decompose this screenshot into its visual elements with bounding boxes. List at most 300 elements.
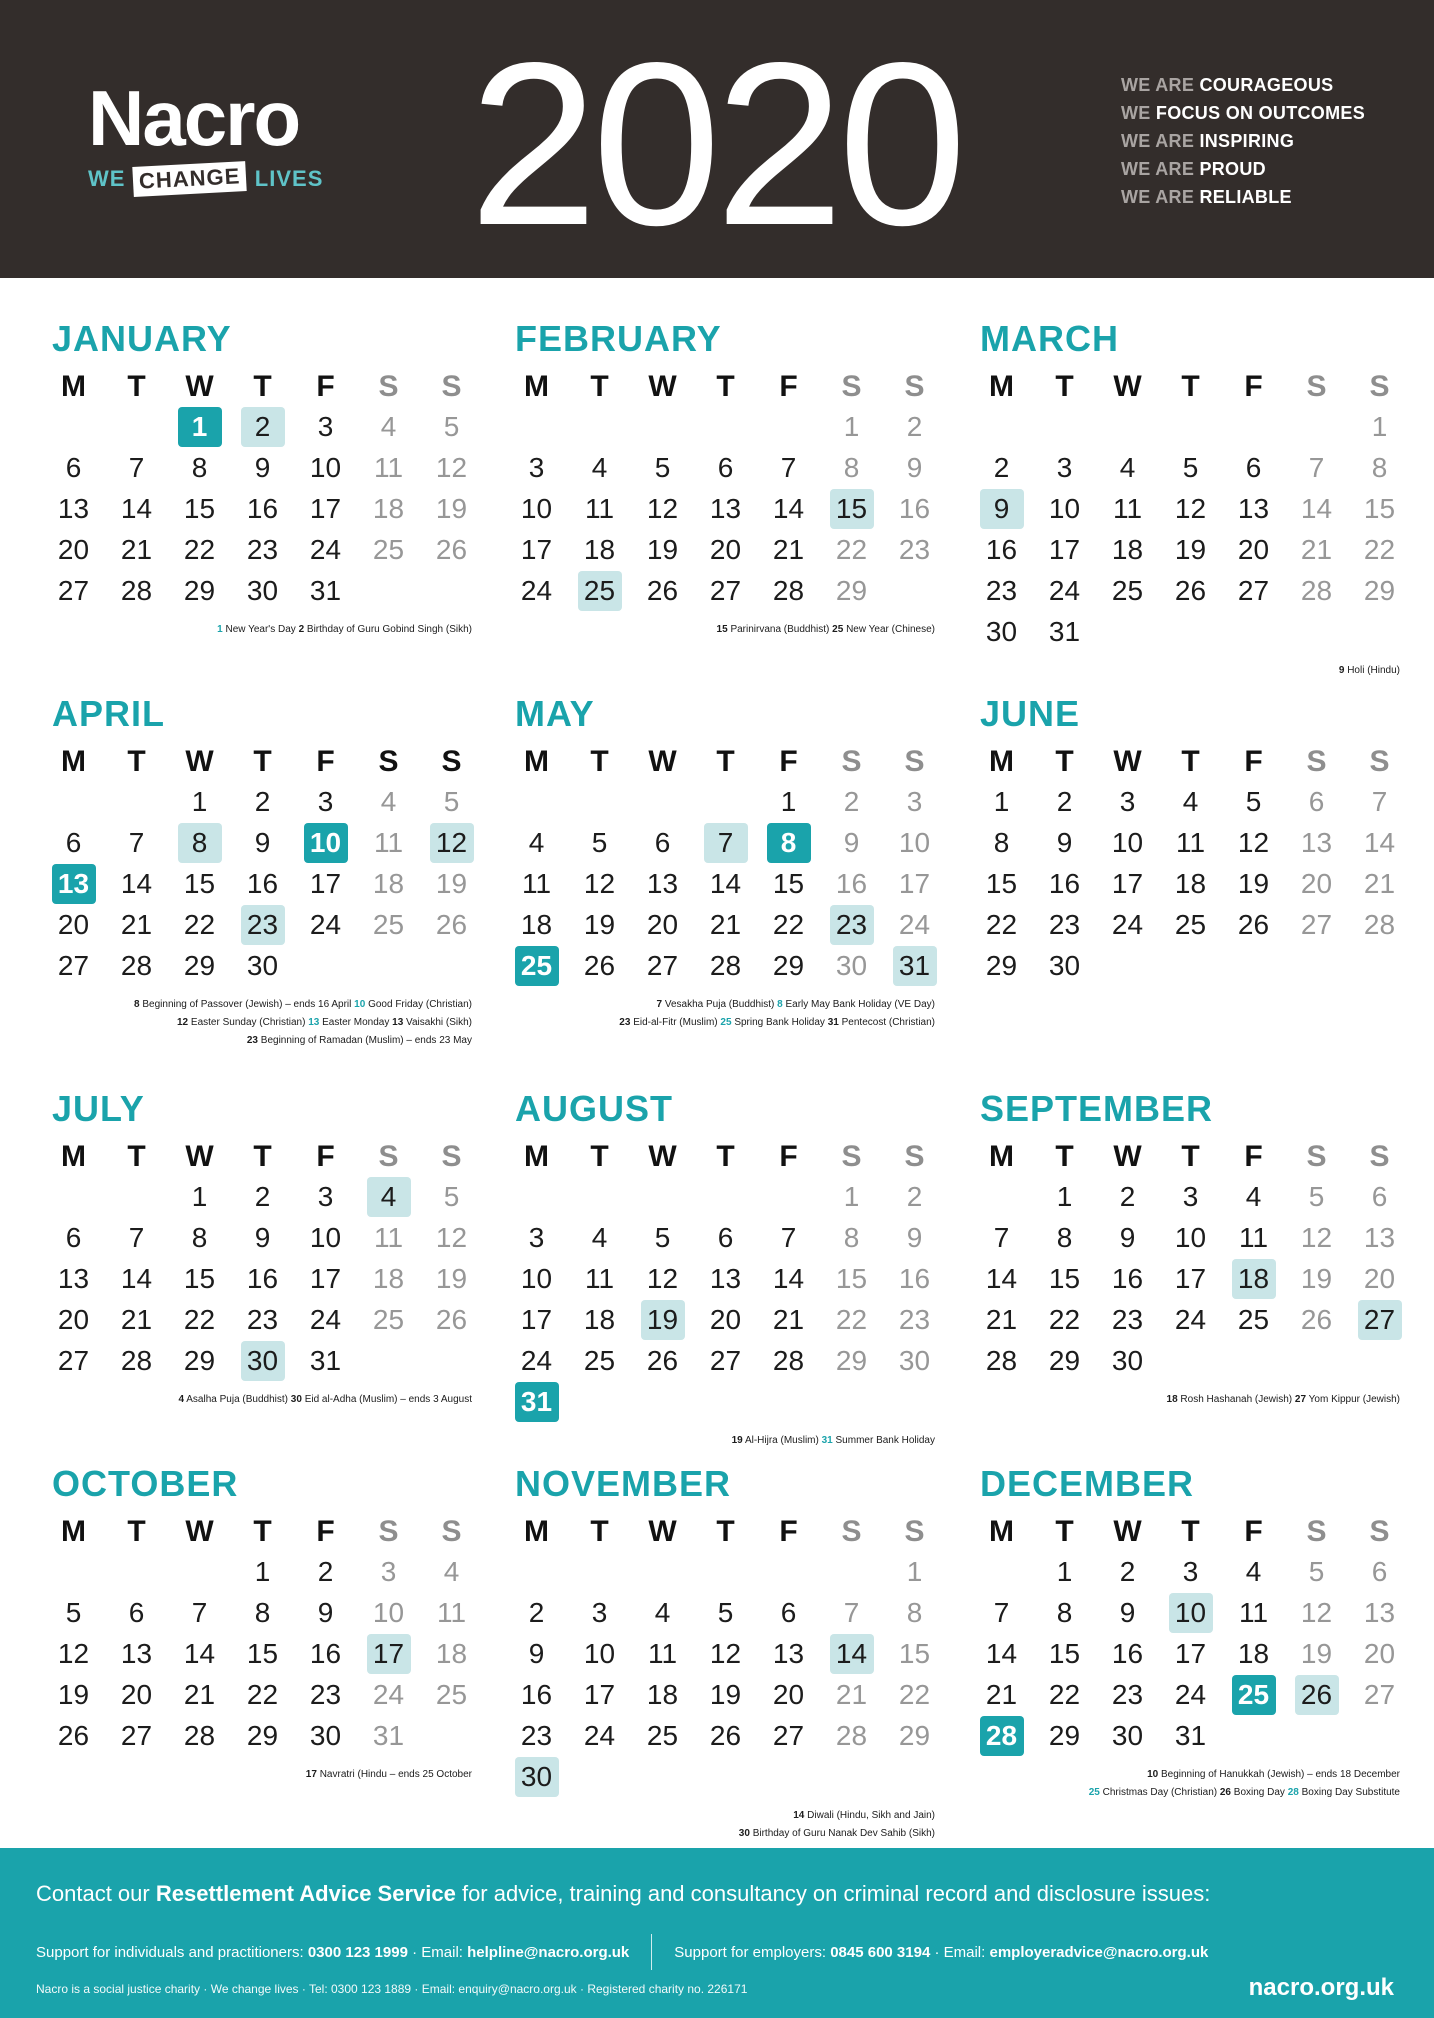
day-number: 9	[528, 1637, 545, 1669]
day-number: 7	[780, 451, 797, 483]
day-cell	[1033, 781, 1096, 822]
day-number: 2	[843, 785, 860, 817]
day-cell	[820, 1176, 883, 1217]
day-cell	[505, 1592, 568, 1633]
day-number: 3	[317, 410, 334, 442]
day-cell	[757, 1592, 820, 1633]
day-cell	[694, 1217, 757, 1258]
day-cell	[1096, 447, 1159, 488]
day-number: 7	[993, 1596, 1010, 1628]
day-cell	[883, 1340, 946, 1381]
weekday-header: F	[316, 1140, 335, 1173]
day-number: 5	[1182, 451, 1199, 483]
holiday-date: 12	[177, 1017, 189, 1028]
day-cell	[420, 904, 483, 945]
day-number: 15	[898, 1637, 931, 1669]
empty-cell	[631, 781, 694, 822]
day-number: 27	[1358, 1300, 1402, 1340]
value-statement	[1121, 71, 1365, 99]
holiday-name: Birthday of Guru Gobind Singh (Sikh)	[306, 624, 472, 635]
day-cell	[294, 1674, 357, 1715]
day-number: 6	[717, 1221, 734, 1253]
day-cell	[1348, 570, 1411, 611]
empty-cell	[1033, 406, 1096, 447]
day-number: 27	[57, 949, 90, 981]
day-cell	[505, 1674, 568, 1715]
day-number: 30	[241, 1341, 285, 1381]
day-number: 16	[1111, 1262, 1144, 1294]
day-cell	[1348, 488, 1411, 529]
employers-phone[interactable]: 0845 600 3194	[830, 1943, 931, 1961]
day-cell	[294, 488, 357, 529]
day-cell	[231, 822, 294, 863]
day-number: 7	[1308, 451, 1325, 483]
day-cell	[1159, 1551, 1222, 1592]
day-cell	[883, 1674, 946, 1715]
day-number: 12	[1237, 826, 1270, 858]
day-number: 9	[317, 1596, 334, 1628]
day-number: 28	[120, 1344, 153, 1376]
days-grid	[970, 1138, 1411, 1381]
day-cell	[883, 406, 946, 447]
day-number: 31	[893, 946, 937, 986]
day-cell	[631, 1592, 694, 1633]
footer-service-name: Resettlement Advice Service	[155, 1881, 456, 1906]
day-number: 1	[780, 785, 797, 817]
day-number: 10	[898, 826, 931, 858]
day-cell	[568, 945, 631, 986]
holiday-date: 30	[290, 1394, 302, 1405]
month-february	[505, 318, 935, 706]
weekday-header: M	[524, 1140, 549, 1173]
day-cell	[1222, 447, 1285, 488]
day-number: 8	[1056, 1221, 1073, 1253]
day-number: 6	[717, 451, 734, 483]
day-number: 14	[120, 492, 153, 524]
day-number: 8	[1056, 1596, 1073, 1628]
day-number: 28	[985, 1344, 1018, 1376]
day-number: 1	[1056, 1180, 1073, 1212]
day-number: 16	[898, 1262, 931, 1294]
month-november	[505, 1463, 935, 1851]
day-number: 29	[772, 949, 805, 981]
day-cell	[105, 447, 168, 488]
weekday-header: T	[127, 370, 146, 403]
day-number: 18	[1111, 533, 1144, 565]
individuals-phone[interactable]: 0300 123 1999	[307, 1943, 408, 1961]
day-number: 11	[647, 1637, 678, 1669]
day-cell	[970, 822, 1033, 863]
day-number: 16	[309, 1637, 342, 1669]
days-grid	[505, 743, 946, 986]
weekday-header: T	[253, 1515, 272, 1548]
day-cell	[820, 863, 883, 904]
days-grid	[970, 743, 1411, 986]
day-cell	[168, 1258, 231, 1299]
day-cell	[1033, 1715, 1096, 1756]
days-grid	[505, 1513, 946, 1797]
day-number: 14	[1363, 826, 1396, 858]
day-number: 4	[654, 1596, 671, 1628]
month-name: NOVEMBER	[515, 1463, 732, 1504]
highlighted-day	[231, 904, 294, 945]
day-number: 10	[520, 492, 553, 524]
day-cell	[820, 781, 883, 822]
day-number: 14	[985, 1637, 1018, 1669]
empty-cell	[568, 781, 631, 822]
day-number: 22	[183, 533, 216, 565]
day-number: 18	[435, 1637, 468, 1669]
day-number: 25	[515, 946, 559, 986]
value-statement	[1121, 127, 1365, 155]
day-cell	[420, 1674, 483, 1715]
day-cell	[505, 529, 568, 570]
day-number: 23	[246, 533, 279, 565]
day-number: 18	[372, 492, 405, 524]
day-cell	[1159, 447, 1222, 488]
day-number: 7	[704, 823, 748, 863]
day-number: 26	[435, 533, 468, 565]
day-number: 10	[1048, 492, 1081, 524]
day-number: 28	[772, 574, 805, 606]
day-cell	[105, 570, 168, 611]
day-number: 15	[183, 492, 216, 524]
weekday-header: T	[716, 370, 735, 403]
day-cell	[105, 945, 168, 986]
day-number: 7	[993, 1221, 1010, 1253]
day-cell	[231, 1715, 294, 1756]
day-number: 28	[120, 574, 153, 606]
day-cell	[1033, 1258, 1096, 1299]
day-number: 24	[520, 574, 553, 606]
day-number: 17	[1174, 1637, 1207, 1669]
day-cell	[42, 529, 105, 570]
month-name: MAY	[515, 693, 595, 734]
highlighted-day	[505, 945, 568, 986]
day-cell	[970, 904, 1033, 945]
day-cell	[357, 447, 420, 488]
day-number: 2	[906, 1180, 923, 1212]
day-cell	[168, 1715, 231, 1756]
day-cell	[505, 904, 568, 945]
day-number: 20	[120, 1678, 153, 1710]
day-cell	[1348, 1217, 1411, 1258]
weekday-header: T	[590, 745, 609, 778]
day-cell	[1348, 1633, 1411, 1674]
day-cell	[883, 904, 946, 945]
highlighted-day	[1348, 1299, 1411, 1340]
day-cell	[105, 1674, 168, 1715]
day-number: 8	[993, 826, 1010, 858]
highlighted-day	[820, 1633, 883, 1674]
day-number: 15	[1048, 1262, 1081, 1294]
day-cell	[568, 863, 631, 904]
holiday-notes	[505, 621, 935, 639]
day-number: 23	[1048, 908, 1081, 940]
day-cell	[294, 1340, 357, 1381]
day-number: 1	[191, 1180, 208, 1212]
value-word: COURAGEOUS	[1199, 75, 1334, 95]
weekday-header: F	[1244, 745, 1263, 778]
day-cell	[820, 1592, 883, 1633]
weekday-header: S	[841, 745, 862, 778]
day-number: 14	[985, 1262, 1018, 1294]
day-cell	[420, 1217, 483, 1258]
day-cell	[883, 1176, 946, 1217]
holiday-notes	[970, 662, 1400, 680]
day-cell	[357, 488, 420, 529]
weekday-header: S	[441, 745, 462, 778]
day-number: 13	[1363, 1221, 1396, 1253]
day-cell	[1096, 1299, 1159, 1340]
day-number: 31	[1048, 615, 1081, 647]
employer-email-link[interactable]: employeradvice@nacro.org.uk	[989, 1943, 1209, 1961]
day-cell	[231, 1633, 294, 1674]
holiday-name: Easter Sunday (Christian)	[190, 1017, 306, 1028]
day-cell	[631, 1340, 694, 1381]
website-link[interactable]: nacro.org.uk	[1248, 1974, 1394, 2001]
day-cell	[970, 1592, 1033, 1633]
holiday-date: 23	[619, 1017, 631, 1028]
weekday-header: M	[989, 370, 1014, 403]
holiday-name: Summer Bank Holiday	[835, 1435, 935, 1446]
day-number: 30	[246, 574, 279, 606]
day-number: 9	[254, 1221, 271, 1253]
day-number: 31	[309, 574, 342, 606]
day-cell	[1033, 1551, 1096, 1592]
holiday-name: New Year's Day	[225, 624, 296, 635]
day-number: 21	[1300, 533, 1333, 565]
holiday-name: Boxing Day	[1233, 1787, 1285, 1798]
day-cell	[1096, 1340, 1159, 1381]
day-number: 6	[1245, 451, 1262, 483]
day-cell	[231, 1176, 294, 1217]
weekday-header: S	[441, 1515, 462, 1548]
day-number: 22	[772, 908, 805, 940]
day-number: 15	[1048, 1637, 1081, 1669]
holiday-name: Boxing Day Substitute	[1301, 1787, 1400, 1798]
footer-individuals	[36, 1944, 629, 1961]
logo-tag-lives: LIVES	[254, 166, 324, 191]
holiday-date: 27	[1294, 1394, 1307, 1405]
day-cell	[420, 529, 483, 570]
day-number: 22	[1048, 1303, 1081, 1335]
day-cell	[357, 863, 420, 904]
month-name: MARCH	[980, 318, 1119, 359]
day-cell	[294, 529, 357, 570]
header-banner	[0, 0, 1434, 278]
day-number: 5	[717, 1596, 734, 1628]
day-number: 11	[373, 826, 404, 858]
holiday-name: Navratri (Hindu – ends 25 October	[319, 1769, 472, 1780]
day-number: 22	[246, 1678, 279, 1710]
month-name: FEBRUARY	[515, 318, 722, 359]
day-number: 21	[120, 533, 153, 565]
day-cell	[1222, 1551, 1285, 1592]
empty-cell	[505, 1176, 568, 1217]
day-cell	[1285, 447, 1348, 488]
day-number: 31	[309, 1344, 342, 1376]
day-number: 17	[1174, 1262, 1207, 1294]
day-cell	[757, 1299, 820, 1340]
day-cell	[1096, 1592, 1159, 1633]
day-cell	[631, 1674, 694, 1715]
day-number: 17	[1048, 533, 1081, 565]
day-cell	[820, 1217, 883, 1258]
day-number: 15	[772, 867, 805, 899]
days-grid	[42, 368, 483, 611]
day-number: 30	[898, 1344, 931, 1376]
day-number: 6	[654, 826, 671, 858]
day-number: 7	[191, 1596, 208, 1628]
holiday-date: 7	[656, 999, 663, 1010]
empty-cell	[568, 406, 631, 447]
day-number: 12	[57, 1637, 90, 1669]
day-number: 11	[436, 1596, 467, 1628]
day-number: 15	[183, 1262, 216, 1294]
day-number: 30	[835, 949, 868, 981]
day-cell	[1159, 529, 1222, 570]
day-number: 19	[435, 492, 468, 524]
day-number: 19	[641, 1300, 685, 1340]
day-number: 28	[1363, 908, 1396, 940]
day-cell	[1222, 488, 1285, 529]
day-number: 16	[246, 492, 279, 524]
day-cell	[168, 863, 231, 904]
empty-cell	[631, 1176, 694, 1217]
day-cell	[883, 781, 946, 822]
day-cell	[820, 1715, 883, 1756]
day-number: 20	[57, 533, 90, 565]
holiday-name: Yom Kippur (Jewish)	[1308, 1394, 1400, 1405]
day-cell	[105, 1258, 168, 1299]
day-cell	[1159, 1176, 1222, 1217]
day-number: 11	[1238, 1596, 1269, 1628]
day-number: 20	[1363, 1637, 1396, 1669]
day-number: 2	[254, 785, 271, 817]
day-number: 25	[372, 1303, 405, 1335]
weekday-header: T	[1181, 745, 1200, 778]
day-number: 9	[906, 1221, 923, 1253]
days-grid	[970, 1513, 1411, 1756]
day-number: 20	[709, 1303, 742, 1335]
day-cell	[1159, 1674, 1222, 1715]
highlighted-day	[1285, 1674, 1348, 1715]
day-number: 17	[367, 1634, 411, 1674]
day-cell	[1222, 822, 1285, 863]
day-number: 13	[1300, 826, 1333, 858]
day-number: 8	[843, 1221, 860, 1253]
day-cell	[294, 1299, 357, 1340]
day-cell	[1285, 781, 1348, 822]
day-cell	[757, 863, 820, 904]
day-cell	[105, 822, 168, 863]
day-number: 12	[1300, 1596, 1333, 1628]
day-cell	[1348, 904, 1411, 945]
day-number: 4	[380, 410, 397, 442]
day-number: 30	[309, 1719, 342, 1751]
day-number: 24	[583, 1719, 616, 1751]
day-number: 26	[1300, 1303, 1333, 1335]
weekday-header: F	[1244, 1515, 1263, 1548]
day-number: 8	[191, 1221, 208, 1253]
empty-cell	[970, 406, 1033, 447]
day-cell	[568, 1258, 631, 1299]
highlighted-day	[694, 822, 757, 863]
day-cell	[294, 447, 357, 488]
day-cell	[105, 1340, 168, 1381]
day-number: 23	[241, 905, 285, 945]
value-statement	[1121, 155, 1365, 183]
day-number: 19	[646, 533, 679, 565]
day-cell	[105, 1299, 168, 1340]
weekday-header: F	[316, 370, 335, 403]
weekday-header: T	[1181, 1140, 1200, 1173]
day-cell	[1096, 1176, 1159, 1217]
empty-cell	[631, 406, 694, 447]
day-cell	[970, 781, 1033, 822]
day-number: 4	[528, 826, 545, 858]
helpline-email-link[interactable]: helpline@nacro.org.uk	[467, 1943, 630, 1961]
holiday-notes	[970, 1391, 1400, 1409]
day-cell	[1159, 1258, 1222, 1299]
day-cell	[694, 1299, 757, 1340]
day-number: 19	[1300, 1262, 1333, 1294]
day-number: 23	[246, 1303, 279, 1335]
holiday-date: 30	[738, 1828, 750, 1839]
day-number: 4	[591, 1221, 608, 1253]
day-cell	[168, 1592, 231, 1633]
day-number: 27	[1300, 908, 1333, 940]
weekday-header: S	[904, 1515, 925, 1548]
weekday-header: M	[61, 1140, 86, 1173]
day-number: 24	[1111, 908, 1144, 940]
day-number: 19	[435, 867, 468, 899]
day-number: 25	[646, 1719, 679, 1751]
day-number: 12	[1174, 492, 1207, 524]
value-word: PROUD	[1199, 159, 1266, 179]
highlighted-day	[820, 488, 883, 529]
holiday-name: Rosh Hashanah (Jewish)	[1180, 1394, 1293, 1405]
holiday-note-line	[42, 996, 472, 1014]
weekday-header: S	[1369, 745, 1390, 778]
day-cell	[820, 529, 883, 570]
day-number: 8	[254, 1596, 271, 1628]
day-number: 2	[906, 410, 923, 442]
holiday-date: 10	[1147, 1769, 1159, 1780]
day-number: 8	[191, 451, 208, 483]
day-number: 14	[830, 1634, 874, 1674]
empty-cell	[568, 1176, 631, 1217]
day-cell	[1285, 529, 1348, 570]
weekday-header: T	[590, 370, 609, 403]
day-cell	[505, 1299, 568, 1340]
day-number: 23	[985, 574, 1018, 606]
month-may	[505, 693, 935, 1081]
day-cell	[168, 1299, 231, 1340]
email-label: · Email:	[407, 1943, 468, 1961]
day-cell	[357, 1258, 420, 1299]
highlighted-day	[168, 822, 231, 863]
day-cell	[1033, 1299, 1096, 1340]
day-cell	[168, 1674, 231, 1715]
day-number: 9	[1119, 1221, 1136, 1253]
weekday-header: T	[253, 1140, 272, 1173]
day-number: 4	[1182, 785, 1199, 817]
weekday-header: T	[127, 1515, 146, 1548]
holiday-date: 4	[178, 1394, 185, 1405]
day-number: 22	[1363, 533, 1396, 565]
